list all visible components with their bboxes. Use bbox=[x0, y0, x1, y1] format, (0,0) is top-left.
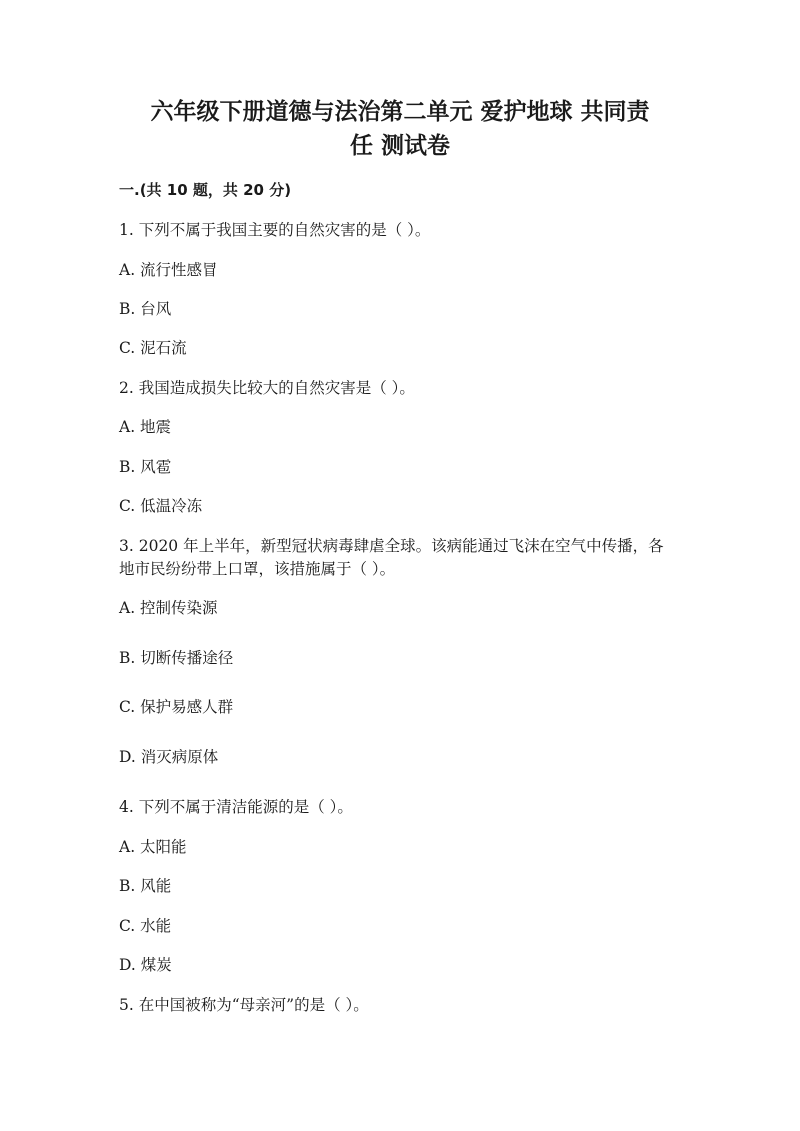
question-4-stem: 4. 下列不属于清洁能源的是（ ）。 bbox=[119, 798, 353, 816]
question-2-option-b: B. 风雹 bbox=[119, 458, 172, 476]
question-4-option-a: A. 太阳能 bbox=[119, 838, 187, 856]
question-1-option-a: A. 流行性感冒 bbox=[119, 261, 218, 279]
question-1-option-b: B. 台风 bbox=[119, 300, 172, 318]
question-2-option-c: C. 低温冷冻 bbox=[119, 497, 203, 515]
question-3-option-a: A. 控制传染源 bbox=[119, 599, 218, 617]
question-3-stem-line-1: 3. 2020 年上半年，新型冠状病毒肆虐全球。该病能通过飞沫在空气中传播，各 bbox=[119, 537, 664, 555]
question-3-option-d: D. 消灭病原体 bbox=[119, 748, 219, 766]
question-3-option-c: C. 保护易感人群 bbox=[119, 698, 234, 716]
question-1-stem: 1. 下列不属于我国主要的自然灾害的是（ ）。 bbox=[119, 221, 431, 239]
question-3-stem-line-2: 地市民纷纷带上口罩，该措施属于（ ）。 bbox=[119, 560, 396, 578]
question-4-option-c: C. 水能 bbox=[119, 917, 172, 935]
question-4-option-b: B. 风能 bbox=[119, 877, 172, 895]
title-line-2: 任 测试卷 bbox=[349, 133, 450, 159]
question-3-option-b: B. 切断传播途径 bbox=[119, 649, 234, 667]
question-4-option-d: D. 煤炭 bbox=[119, 956, 172, 974]
question-1-option-c: C. 泥石流 bbox=[119, 339, 187, 357]
question-2-stem: 2. 我国造成损失比较大的自然灾害是（ ）。 bbox=[119, 379, 415, 397]
section-header: 一.(共 10 题，共 20 分) bbox=[119, 181, 292, 199]
question-2-option-a: A. 地震 bbox=[119, 418, 172, 436]
question-5-stem: 5. 在中国被称为“母亲河”的是（ ）。 bbox=[119, 996, 369, 1014]
title-line-1: 六年级下册道德与法治第二单元 爱护地球 共同责 bbox=[150, 99, 650, 125]
